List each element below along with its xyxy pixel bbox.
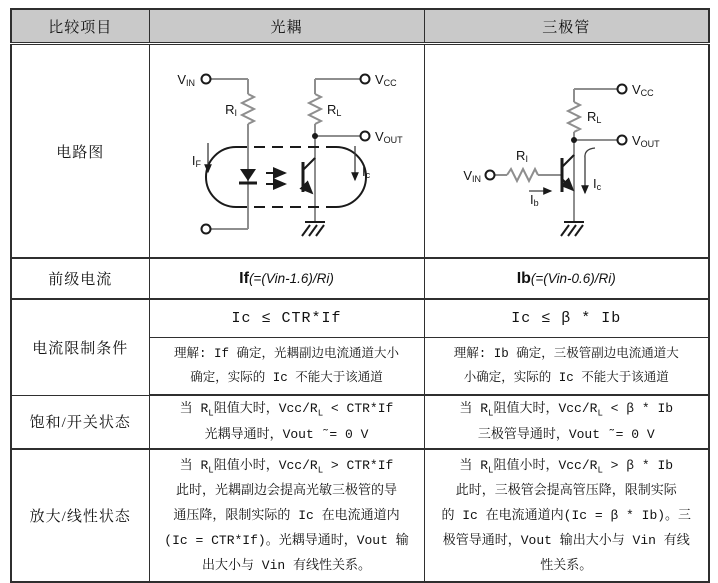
- cell-opto-circuit: [149, 44, 424, 259]
- note-line: 小确定，实际的 Ic 不能大于该通道: [463, 371, 669, 385]
- cell-opto-amplify: [149, 449, 424, 582]
- row-circuit-diagram: [11, 44, 709, 259]
- rl-label: RL: [587, 108, 602, 125]
- text-line: 此时，三极管会提高管压降，限制实际: [455, 483, 677, 498]
- resistor-rl: [309, 94, 321, 124]
- row-amplify-state: [11, 449, 709, 582]
- row-current-limit-formula: [11, 299, 709, 338]
- ic-label: Ic: [361, 163, 370, 180]
- bjt-wires: [495, 89, 617, 222]
- vin-terminal: [201, 74, 210, 83]
- text-line: 光耦导通时，Vout ˜= 0 V: [204, 427, 369, 442]
- comparison-table: [10, 8, 710, 583]
- light-arrows-icon: [266, 173, 285, 184]
- row-label-circuit-diagram: 电路图: [11, 44, 149, 259]
- row-label-amplify-state: 放大/线性状态: [11, 449, 149, 582]
- if-formula-bold: If: [239, 269, 249, 287]
- text-line: 的 Ic 在电流通道内(Ic = β * Ib)。三: [441, 508, 692, 523]
- led-icon: [239, 169, 257, 183]
- vout-terminal: [618, 135, 627, 144]
- note-line: 理解: Ib 确定，三极管副边电流通道大: [453, 347, 679, 361]
- vout-terminal: [360, 131, 369, 140]
- ri-label: RI: [224, 101, 237, 118]
- ground-icon: [302, 222, 325, 236]
- resistor-rl: [568, 102, 580, 132]
- text-line: 当 $R_L$阻值小时，Vcc/$R_L > CTR*If$: [179, 458, 394, 476]
- ri-label: RI: [516, 147, 529, 164]
- vout-label: VOUT: [374, 128, 403, 145]
- phototransistor-icon: [303, 158, 315, 193]
- resistor-ri: [507, 169, 538, 181]
- row-saturation-state: [11, 395, 709, 449]
- vcc-label: VCC: [632, 81, 654, 98]
- opto-circuit-svg: [151, 46, 423, 257]
- ground-icon: [561, 222, 584, 236]
- row-input-current: [11, 258, 709, 299]
- bjt-circuit-svg: [425, 46, 707, 257]
- ib-formula-bold: Ib: [516, 269, 531, 287]
- ic-label: Ic: [593, 175, 602, 192]
- cell-bjt-saturation: [424, 395, 709, 449]
- vin-label: VIN: [176, 71, 195, 88]
- row-label-current-limit: 电流限制条件: [11, 299, 149, 395]
- vout-label: VOUT: [632, 132, 660, 149]
- cell-bjt-circuit: [424, 44, 709, 259]
- header-row: [11, 9, 709, 44]
- vcc-terminal: [360, 74, 369, 83]
- resistor-ri: [242, 94, 254, 124]
- text-line: 三极管导通时，Vout ˜= 0 V: [477, 427, 655, 442]
- header-cell-transistor: 三极管: [424, 9, 709, 44]
- rl-label: RL: [326, 101, 341, 118]
- text-line: 极管导通时，Vout 输出大小与 Vin 有线: [442, 533, 690, 548]
- text-line: 当 $R_L$阻值小时，Vcc/$R_L > \beta * Ib$: [459, 458, 674, 476]
- vin-terminal: [486, 170, 495, 179]
- node-dot: [571, 137, 577, 143]
- row-label-input-current: 前级电流: [11, 258, 149, 299]
- cell-opto-limit-note: [149, 338, 424, 396]
- if-label: IF: [191, 152, 201, 169]
- note-line: 确定，实际的 Ic 不能大于该通道: [190, 371, 383, 385]
- header-cell-optocoupler: 光耦: [149, 9, 424, 44]
- header-cell-compare-item: 比较项目: [11, 9, 149, 44]
- vcc-label: VCC: [374, 71, 397, 88]
- optocoupler-symbol: [206, 147, 366, 207]
- text-line: 通压降，限制实际的 Ic 在电流通道内: [173, 508, 400, 523]
- node-dot: [312, 133, 318, 139]
- text-line: 出大小与 Vin 有线性关系。: [201, 558, 371, 573]
- ib-formula-expr: (=(Vin-0.6)/Ri): [530, 270, 616, 286]
- vcc-terminal: [618, 84, 627, 93]
- vin-label: VIN: [463, 167, 482, 184]
- text-line: 性关系。: [540, 558, 593, 573]
- cell-opto-limit-formula: Ic ≤ CTR*If: [149, 299, 424, 338]
- cell-opto-saturation: [149, 395, 424, 449]
- cell-bjt-amplify: [424, 449, 709, 582]
- if-formula-expr: (=(Vin-1.6)/Ri): [248, 270, 334, 286]
- return-terminal: [201, 224, 210, 233]
- npn-transistor-icon: [562, 155, 574, 192]
- cell-bjt-limit-formula: Ic ≤ β * Ib: [424, 299, 709, 338]
- text-line: 此时，光耦副边会提高光敏三极管的导: [175, 483, 397, 498]
- ib-label: Ib: [530, 191, 539, 208]
- cell-opto-input-current: [149, 258, 424, 299]
- note-line: 理解: If 确定，光耦副边电流通道大小: [173, 347, 399, 361]
- cell-bjt-input-current: [424, 258, 709, 299]
- text-line: (Ic = CTR*If)。光耦导通时，Vout 输: [164, 533, 409, 548]
- cell-bjt-limit-note: [424, 338, 709, 396]
- row-label-saturation-state: 饱和/开关状态: [11, 395, 149, 449]
- text-line: 当 $R_L$阻值大时，Vcc/$R_L < CTR*If$: [179, 401, 394, 419]
- text-line: 当 $R_L$阻值大时，Vcc/$R_L < \beta * Ib$: [459, 401, 674, 419]
